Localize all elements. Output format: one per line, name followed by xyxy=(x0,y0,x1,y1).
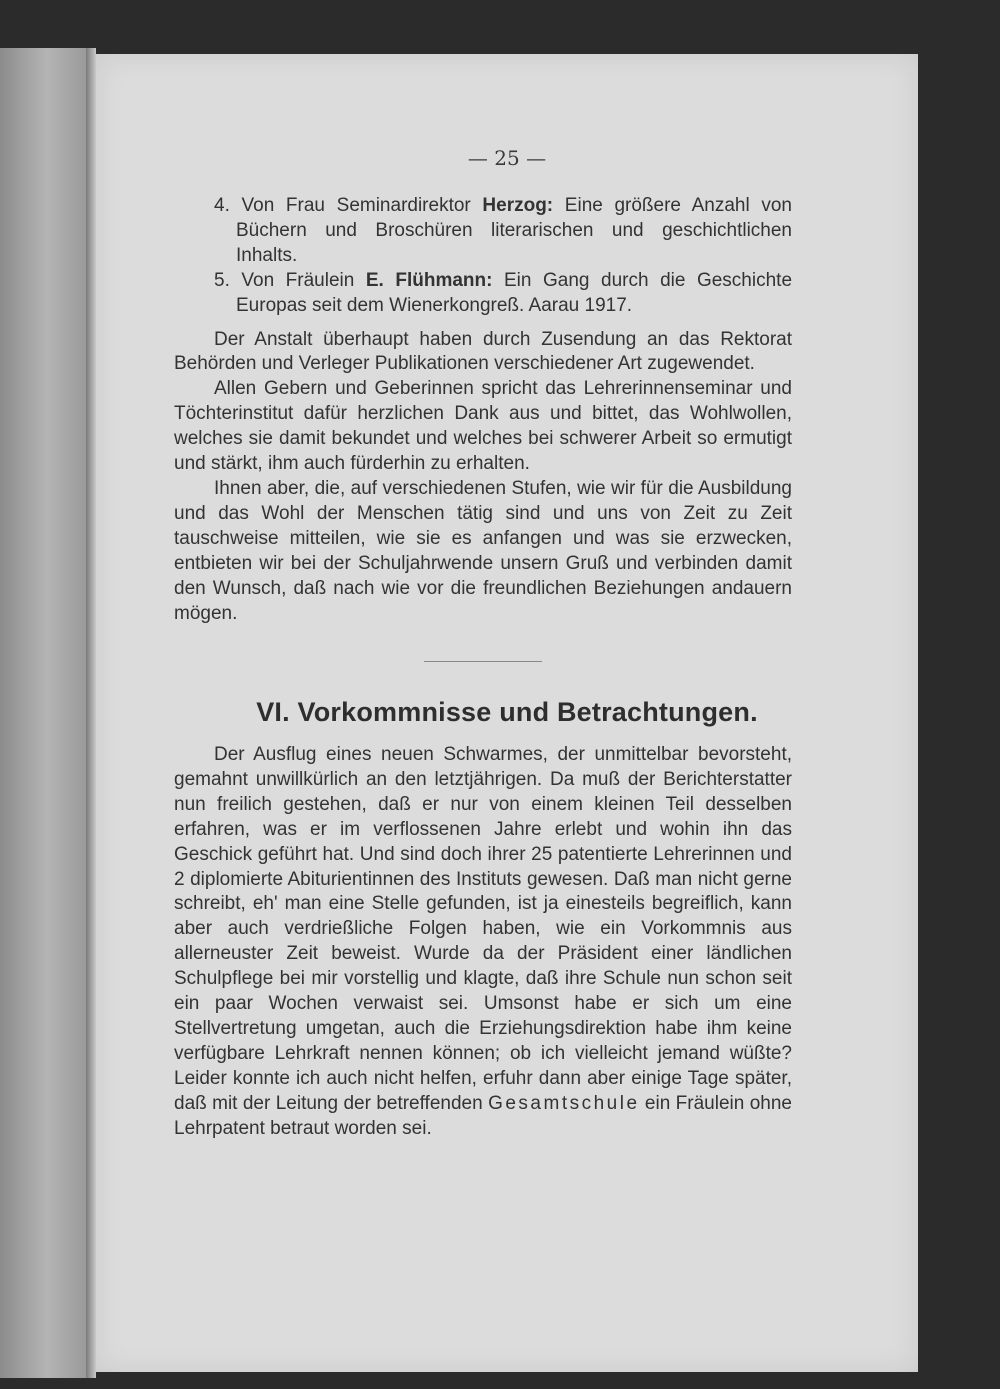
spaced-word: Gesamtschule xyxy=(488,1092,640,1114)
section-heading: VI. Vorkommnisse und Betrachtungen. xyxy=(256,697,758,727)
paragraph: Ihnen aber, die, auf verschiedenen Stufen, wie wir für die Ausbildung und das Wohl der Menschen tätig sind und uns von Zeit zu Zeit tauschweise mitteilen, wie sie es anfangen und was sie erzwecken, entbieten wir bei der Schuljahrwende unsern Gruß und verbinden damit den Wunsch, daß nach wie vor die freundlichen Beziehungen andauern mögen. xyxy=(174,477,792,624)
paragraph: Der Ausflug eines neuen Schwarmes, der unmittelbar bevorsteht, gemahnt unwillkürlich an den letztjährigen. Da muß der Berichterstatter nun freilich gestehen, daß er nur von einem kleinen Teil desselben erfahren, was er im verflossenen Jahre erlebt und wohin ihn das Geschick geführt hat. Und sind doch ihrer 25 patentierte Lehrerinnen und 2 diplomierte Abiturientinnen des Instituts gewesen. Daß man nicht gerne schreibt, eh' man eine Stelle gefunden, ist ja einesteils begreiflich, kann aber auch verdrießliche Folgen haben, wie ein Vorkommnis aus allerneuster Zeit beweist. Wurde da der Präsident einer ländlichen Schulpflege bei mir vorstellig und klagte, daß ihre Schule nun schon seit ein paar Wochen verwaist sei. Umsonst habe er sich um eine Stellvertretung umgetan, auch die Erziehungsdirektion habe ihm keine verfügbare Lehrkraft nennen können; ob ich vielleicht jemand wüßte? Leider konnte ich auch nicht helfen, erfuhr dann aber einige Tage später, daß mit der Leitung der betreffenden Gesamtschule ein Fräulein ohne Lehrpatent betraut worden sei. xyxy=(174,744,792,1139)
section-divider xyxy=(424,661,542,662)
paragraph: Der Anstalt überhaupt haben durch Zusendung an das Rektorat Behörden und Verleger Publikationen verschiedener Art zugewendet. xyxy=(174,328,792,375)
list-item: 4. Von Frau Seminardirektor Herzog: Eine größere Anzahl von Büchern und Broschüren literarischen und geschichtlichen Inhalts. xyxy=(214,195,792,266)
top-text-block xyxy=(174,194,792,626)
list-item: 5. Von Fräulein E. Flühmann: Ein Gang durch die Geschichte Europas seit dem Wienerkongreß. Aarau 1917. xyxy=(214,269,793,316)
section-text-block xyxy=(174,743,792,1142)
facing-page-edge xyxy=(0,48,87,1378)
book-gutter xyxy=(86,48,96,1378)
page-number: — 25 — xyxy=(467,146,547,170)
paragraph: Allen Gebern und Geberinnen spricht das Lehrerinnenseminar und Töchterinstitut dafür herzlichen Dank aus und bittet, das Wohlwollen, welches sie damit bekundet und welches bei schwerer Arbeit so ermutigt und stärkt, ihm auch fürderhin zu erhalten. xyxy=(174,378,792,475)
book-page xyxy=(96,54,918,1372)
